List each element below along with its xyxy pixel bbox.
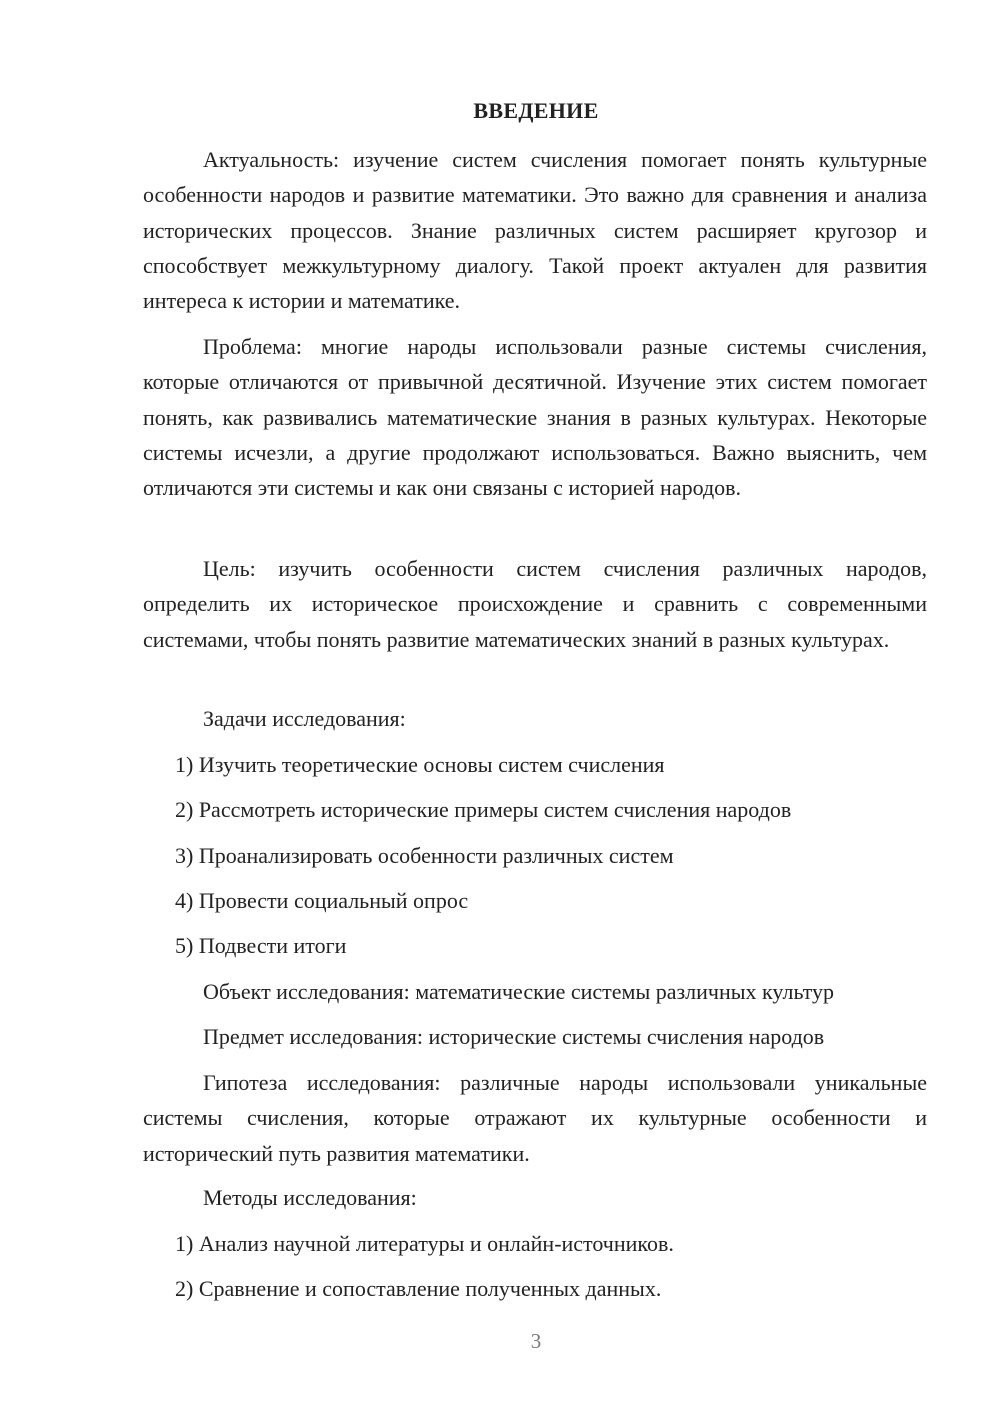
page-title: ВВЕДЕНИЕ	[473, 98, 599, 123]
methods-heading: Методы исследования:	[203, 1185, 417, 1210]
task-item-3: 3) Проанализировать особенности различных систем	[175, 843, 674, 868]
paragraph-hypothesis: Гипотеза исследования: различные народы использовали уникальные системы счисления, которые отражают их культурные особенности и исторический путь развития математики.	[143, 1070, 927, 1166]
task-item-5: 5) Подвести итоги	[175, 933, 347, 958]
task-item-4: 4) Провести социальный опрос	[175, 888, 469, 913]
tasks-heading: Задачи исследования:	[203, 706, 406, 731]
page-number: 3	[530, 1329, 542, 1353]
paragraph-goal: Цель: изучить особенности систем счисления различных народов, определить их историческое происхождение и сравнить с современными системами, чтобы понять развитие математических знаний в разных культурах.	[143, 556, 927, 652]
paragraph-relevance: Актуальность: изучение систем счисления помогает понять культурные особенности народов и развитие математики. Это важно для сравнения и анализа исторических процессов. Знание различных систем расширяет кругозор и способствует межкультурному диалогу. Такой проект актуален для развития интереса к истории и математике.	[143, 147, 927, 314]
research-object: Объект исследования: математические системы различных культур	[203, 979, 834, 1004]
task-item-2: 2) Рассмотреть исторические примеры систем счисления народов	[175, 797, 792, 822]
task-item-1: 1) Изучить теоретические основы систем счисления	[175, 752, 665, 777]
paragraph-problem: Проблема: многие народы использовали разные системы счисления, которые отличаются от привычной десятичной. Изучение этих систем помогает понять, как развивались математические знания в разных культурах. Некоторые системы исчезли, а другие продолжают использоваться. Важно выяснить, чем отличаются эти системы и как они связаны с историей народов.	[143, 334, 927, 501]
research-subject: Предмет исследования: исторические системы счисления народов	[203, 1024, 825, 1049]
method-item-1: 1) Анализ научной литературы и онлайн-источников.	[175, 1231, 674, 1256]
method-item-2: 2) Сравнение и сопоставление полученных данных.	[175, 1276, 662, 1301]
